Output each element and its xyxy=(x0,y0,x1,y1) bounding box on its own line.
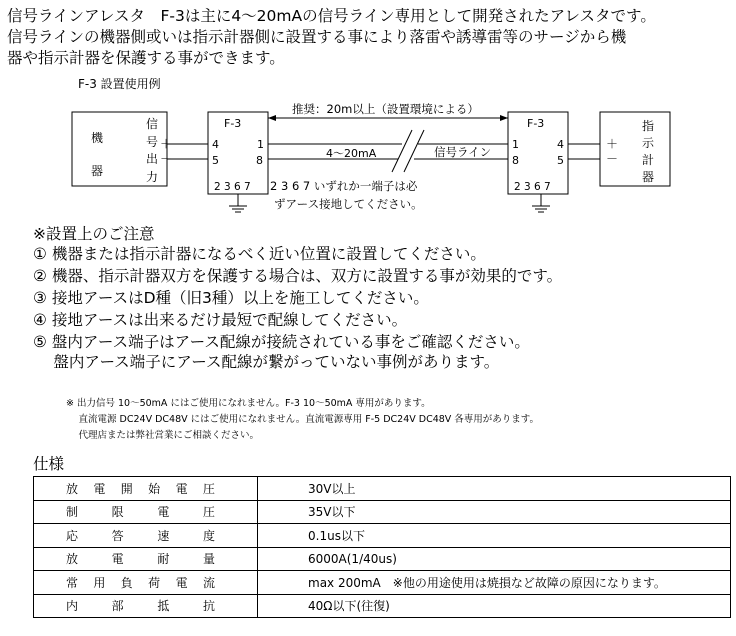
spec-value: 35V以下 xyxy=(258,500,731,524)
spec-key-char: 電 xyxy=(175,481,188,496)
spec-key xyxy=(34,524,258,548)
spec-value: 6000A(1/40us) xyxy=(258,547,731,571)
spec-key-char: 電 xyxy=(111,552,124,567)
f3-left-ground-terms: 2 3 6 7 xyxy=(214,181,251,193)
spec-row xyxy=(34,477,731,501)
signal-out-2: 号 xyxy=(146,135,159,149)
spec-key xyxy=(34,477,258,501)
spec-key-char: 抗 xyxy=(202,599,215,614)
ground-note-1: 2 3 6 7 いずれか一端子は必 xyxy=(270,179,418,193)
indicator-1: 指 xyxy=(642,119,655,133)
spec-key xyxy=(34,547,258,571)
spec-key xyxy=(34,571,258,595)
indicator-2: 示 xyxy=(642,136,655,150)
spec-key-char: 放 xyxy=(66,481,79,496)
spec-key-char: 部 xyxy=(111,599,124,614)
footnote-1: ※ 出力信号 10～50mA にはご使用になれません。F-3 10～50mA 専用があります。 xyxy=(66,398,431,409)
f3-right-ground-terms: 2 3 6 7 xyxy=(514,181,551,193)
signal-line-label: 信号ライン xyxy=(434,145,492,159)
spec-key-char: 抵 xyxy=(157,599,170,614)
spec-row xyxy=(34,571,731,595)
recommend-label: 推奨：20m以上（設置環境による） xyxy=(292,102,479,116)
note-item: ③ 接地アースはD種（旧3種）以上を施工してください。 xyxy=(33,289,429,307)
current-label: 4～20mA xyxy=(326,147,377,160)
note-item: ⑤ 盤内アース端子はアース配線が接続されている事をご確認ください。 xyxy=(33,333,530,351)
spec-value: max 200mA ※他の用途使用は焼損など故障の原因になります。 xyxy=(258,571,731,595)
ground-note-2: ずアース接地してください。 xyxy=(274,197,423,211)
footnote-3: 代理店または弊社営業にご相談ください。 xyxy=(66,430,260,441)
f3-right-t4: 4 xyxy=(557,138,564,151)
f3-right-t5: 5 xyxy=(557,154,564,167)
spec-value: 30V以上 xyxy=(258,477,731,501)
left-plus: ＋ xyxy=(160,137,173,151)
signal-out-3: 出 xyxy=(146,152,159,166)
notes-title: ※設置上のご注意 xyxy=(33,225,155,243)
spec-value: 0.1us以下 xyxy=(258,524,731,548)
f3-right-t8: 8 xyxy=(512,154,519,167)
indicator-4: 器 xyxy=(642,170,655,184)
device-label-2: 器 xyxy=(91,164,104,178)
right-plus: ＋ xyxy=(606,137,619,151)
spec-key-char: 電 xyxy=(93,481,106,496)
intro-line-3: 器や指示計器を保護する事ができます。 xyxy=(7,49,285,67)
spec-row xyxy=(34,500,731,524)
spec-key xyxy=(34,500,258,524)
diagram-title: F-3 設置使用例 xyxy=(78,77,161,91)
right-minus: － xyxy=(606,152,619,166)
spec-key-char: 制 xyxy=(66,505,79,520)
spec-key xyxy=(34,594,258,618)
spec-key-char: 内 xyxy=(66,599,79,614)
spec-key-char: 始 xyxy=(148,481,161,496)
left-minus: － xyxy=(160,152,173,166)
spec-key-char: 圧 xyxy=(202,481,215,496)
spec-key-char: 応 xyxy=(66,528,79,543)
f3-left-t5: 5 xyxy=(212,154,219,167)
signal-out-1: 信 xyxy=(146,117,159,131)
spec-key-char: 用 xyxy=(93,575,106,590)
spec-key-char: 量 xyxy=(202,552,215,567)
spec-row xyxy=(34,594,731,618)
spec-row xyxy=(34,524,731,548)
spec-row xyxy=(34,547,731,571)
spec-value: 40Ω以下(往復) xyxy=(258,594,731,618)
f3-left-t8: 8 xyxy=(256,154,263,167)
spec-key-char: 答 xyxy=(111,528,124,543)
spec-key-char: 電 xyxy=(175,575,188,590)
note-item: ② 機器、指示計器双方を保護する場合は、双方に設置する事が効果的です。 xyxy=(33,267,563,285)
signal-out-4: 力 xyxy=(146,170,159,184)
spec-key-char: 荷 xyxy=(148,575,161,590)
spec-key-char: 常 xyxy=(66,575,79,590)
intro-line-1: 信号ラインアレスタ F-3は主に4～20mAの信号ライン専用として開発されたアレスタです。 xyxy=(7,7,656,25)
spec-key-char: 圧 xyxy=(202,505,215,520)
note-item: ① 機器または指示計器になるべく近い位置に設置してください。 xyxy=(33,245,486,263)
spec-key-char: 電 xyxy=(157,505,170,520)
footnote-2: 直流電源 DC24V DC48V にはご使用になれません。直流電源専用 F-5 DC24V DC48V 各専用があります。 xyxy=(66,414,540,425)
f3-left-name: F-3 xyxy=(224,117,242,130)
wiring-diagram xyxy=(0,72,736,222)
spec-key-char: 速 xyxy=(157,528,170,543)
device-label-1: 機 xyxy=(91,131,104,145)
note-item: 盤内アース端子にアース配線が繋がっていない事例があります。 xyxy=(33,353,500,371)
note-item: ④ 接地アースは出来るだけ最短で配線してください。 xyxy=(33,311,408,329)
spec-key-char: 耐 xyxy=(157,552,170,567)
spec-key-char: 限 xyxy=(111,505,124,520)
indicator-3: 計 xyxy=(642,153,655,167)
f3-left-t1: 1 xyxy=(257,138,264,151)
spec-key-char: 放 xyxy=(66,552,79,567)
spec-key-char: 度 xyxy=(202,528,215,543)
intro-line-2: 信号ラインの機器側或いは指示計器側に設置する事により落雷や誘導雷等のサージから機 xyxy=(7,28,627,46)
f3-right-t1: 1 xyxy=(512,138,519,151)
f3-right-name: F-3 xyxy=(527,117,545,130)
spec-key-char: 負 xyxy=(120,575,133,590)
spec-key-char: 流 xyxy=(202,575,215,590)
spec-table xyxy=(33,476,731,618)
f3-left-t4: 4 xyxy=(212,138,219,151)
spec-title: 仕様 xyxy=(33,455,65,473)
spec-key-char: 開 xyxy=(120,481,133,496)
